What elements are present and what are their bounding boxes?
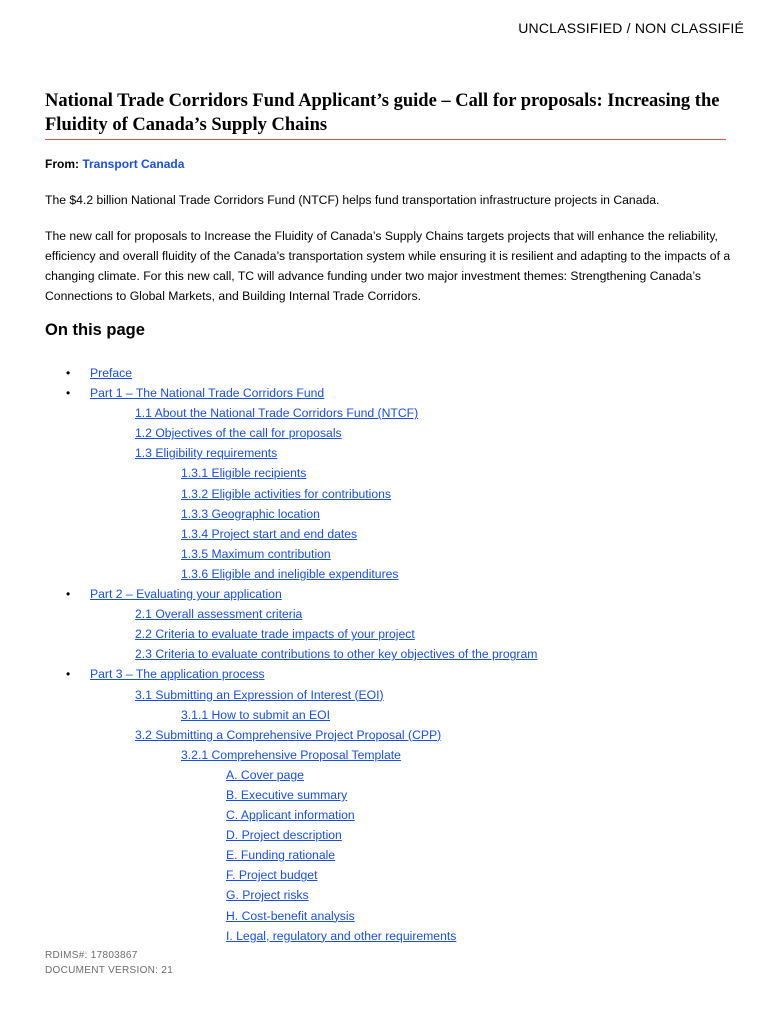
toc-link[interactable]: 3.1 Submitting an Expression of Interest (EOI)	[135, 687, 384, 702]
toc-link[interactable]: B. Executive summary	[226, 787, 348, 802]
classification-banner: UNCLASSIFIED / NON CLASSIFIÉ	[518, 20, 744, 36]
title-divider	[45, 139, 726, 140]
toc-link[interactable]: 3.1.1 How to submit an EOI	[181, 707, 331, 722]
toc-item	[0, 785, 770, 805]
toc-link[interactable]: 1.3.1 Eligible recipients	[181, 466, 307, 481]
toc-link[interactable]: 1.3 Eligibility requirements	[135, 446, 278, 461]
document-version: DOCUMENT VERSION: 21	[45, 965, 174, 976]
toc-link[interactable]: 1.3.3 Geographic location	[181, 506, 320, 521]
toc-item	[0, 705, 770, 725]
toc-item	[0, 805, 770, 825]
toc-item	[0, 644, 770, 664]
toc-link[interactable]: I. Legal, regulatory and other requirements	[226, 928, 457, 943]
toc-link[interactable]: 1.1 About the National Trade Corridors Fund (NTCF)	[135, 406, 419, 421]
toc-link[interactable]: 2.1 Overall assessment criteria	[135, 607, 303, 622]
document-title: National Trade Corridors Fund Applicant’s guide – Call for proposals: Increasing the Fluidity of Canada’s Supply Chains	[45, 91, 720, 135]
toc-item	[0, 363, 770, 383]
toc-link[interactable]: 2.3 Criteria to evaluate contributions to other key objectives of the program	[135, 647, 538, 662]
bullet-icon: •	[66, 366, 71, 380]
toc-link[interactable]: 1.3.4 Project start and end dates	[181, 526, 358, 541]
from-line	[45, 154, 184, 174]
toc-item	[0, 745, 770, 765]
toc-item	[0, 926, 770, 946]
toc-item	[0, 423, 770, 443]
toc-link[interactable]: C. Applicant information	[226, 808, 355, 823]
from-label: From:	[45, 157, 79, 171]
toc-link[interactable]: G. Project risks	[226, 888, 309, 903]
toc-link[interactable]: 3.2.1 Comprehensive Proposal Template	[181, 747, 401, 762]
bullet-icon: •	[66, 587, 71, 602]
toc-item	[0, 685, 770, 705]
toc-link[interactable]: D. Project description	[226, 828, 342, 843]
toc-item	[0, 906, 770, 926]
toc-item	[0, 725, 770, 745]
toc-item	[0, 564, 770, 584]
toc-link[interactable]: Part 2 – Evaluating your application	[90, 587, 282, 602]
toc-item	[0, 544, 770, 564]
table-of-contents	[0, 363, 770, 946]
toc-link[interactable]: 1.3.2 Eligible activities for contributions	[181, 486, 392, 501]
toc-link[interactable]: 1.3.5 Maximum contribution	[181, 546, 331, 561]
toc-item	[0, 383, 770, 403]
toc-item	[0, 885, 770, 905]
toc-link[interactable]: F. Project budget	[226, 868, 318, 883]
document-footer	[45, 948, 173, 978]
toc-item	[0, 664, 770, 684]
transport-canada-link[interactable]: Transport Canada	[82, 157, 185, 171]
call-description-paragraph: The new call for proposals to Increase the Fluidity of Canada’s Supply Chains targets projects that will enhance the reliability, efficiency and overall fluidity of the Canada’s transportation system while ensuring it is resilient and adapting to the impacts of a changing climate. For this new call, TC will advance funding under two major investment themes: Strengthening Canada’s Connections to Global Markets, and Building Internal Trade Corridors.	[45, 229, 731, 303]
toc-link[interactable]: E. Funding rationale	[226, 848, 336, 863]
toc-item	[0, 584, 770, 604]
toc-link[interactable]: A. Cover page	[226, 767, 304, 782]
intro-paragraph: The $4.2 billion National Trade Corridors Fund (NTCF) helps fund transportation infrastructure projects in Canada.	[45, 193, 660, 207]
toc-item	[0, 845, 770, 865]
bullet-icon: •	[66, 667, 71, 682]
toc-item	[0, 484, 770, 504]
toc-link[interactable]: Part 1 – The National Trade Corridors Fund	[90, 386, 325, 401]
toc-link[interactable]: 3.2 Submitting a Comprehensive Project Proposal (CPP)	[135, 727, 442, 742]
toc-item	[0, 524, 770, 544]
toc-item	[0, 463, 770, 483]
on-this-page-heading: On this page	[45, 321, 145, 339]
toc-link[interactable]: 2.2 Criteria to evaluate trade impacts of your project	[135, 627, 415, 642]
toc-item	[0, 624, 770, 644]
toc-link[interactable]: 1.2 Objectives of the call for proposals	[135, 426, 342, 441]
rdims-number: RDIMS#: 17803867	[45, 950, 138, 961]
toc-link[interactable]: Part 3 – The application process	[90, 667, 265, 682]
toc-link[interactable]: H. Cost-benefit analysis	[226, 908, 355, 923]
toc-item	[0, 604, 770, 624]
toc-link[interactable]: 1.3.6 Eligible and ineligible expenditures	[181, 566, 399, 581]
toc-item	[0, 865, 770, 885]
toc-link[interactable]: Preface	[90, 366, 133, 380]
toc-item	[0, 765, 770, 785]
toc-item	[0, 403, 770, 423]
toc-item	[0, 504, 770, 524]
bullet-icon: •	[66, 386, 71, 401]
toc-item	[0, 443, 770, 463]
toc-item	[0, 825, 770, 845]
